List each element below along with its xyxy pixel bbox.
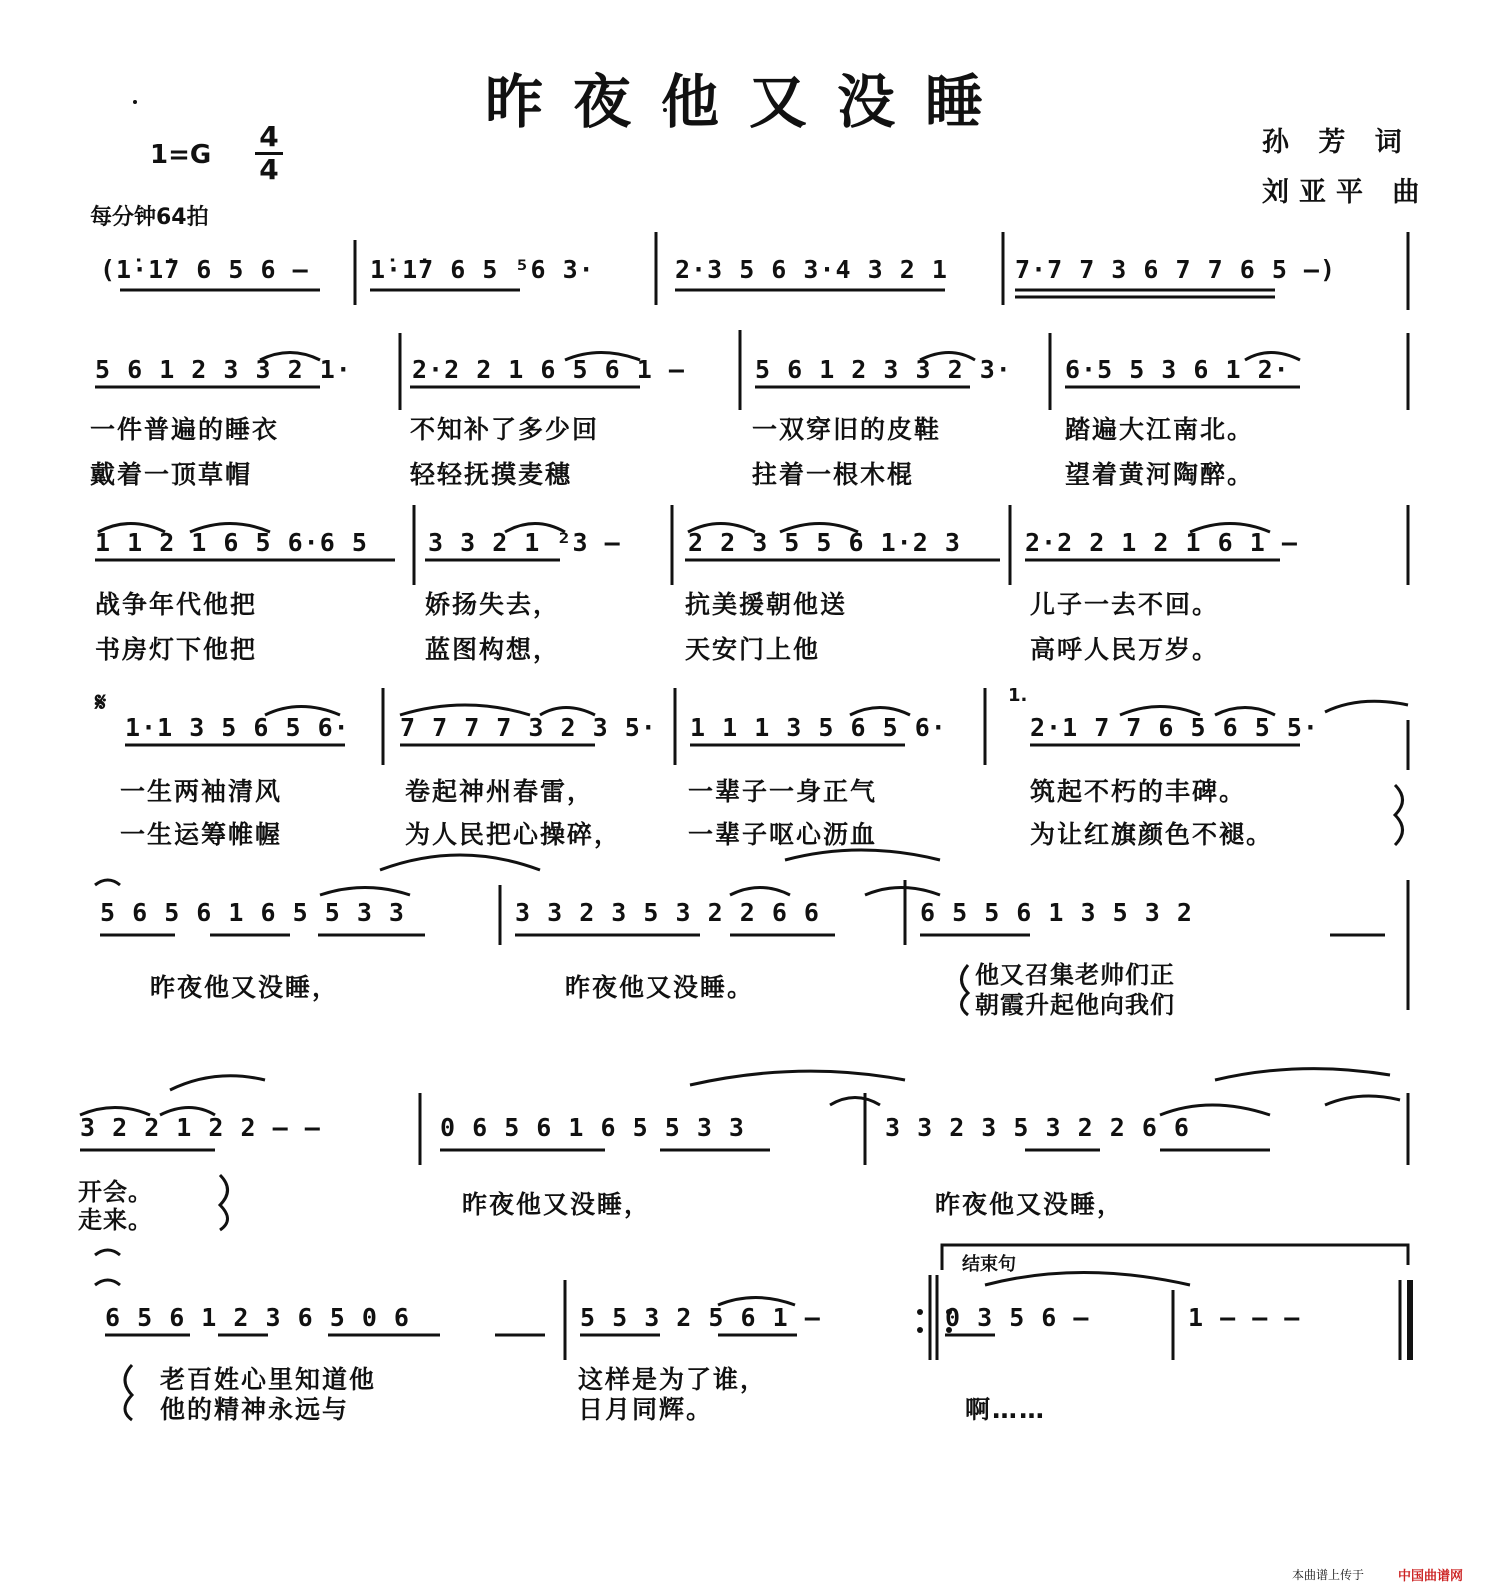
lyric-7-1a: 老百姓心里知道他: [160, 1365, 377, 1394]
lyric-3-1b: 书房灯下他把: [95, 635, 258, 664]
lyric-6-3a: 昨夜他又没睡，: [935, 1190, 1125, 1219]
measure-1-3: 2·3 5 6 3·4 3 2 1: [675, 255, 948, 284]
lyric-2-4a: 踏遍大江南北。: [1065, 415, 1255, 444]
measure-7-1: 6 5 6 1 2 3 6 5 0 6: [105, 1303, 410, 1332]
lyric-4-4a: 筑起不朽的丰碑。: [1030, 777, 1247, 806]
upload-note: 本曲谱上传于: [1292, 1568, 1365, 1582]
lyric-3-3b: 天安门上他: [685, 635, 821, 664]
measure-3-1: 1 1 2 1 6 5 6·6 5: [95, 528, 368, 557]
measure-4-3: 1 1 1 3 5 6 5 6·: [690, 713, 947, 742]
lyric-3-3a: 抗美援朝他送: [685, 590, 848, 619]
lyric-6-1b: 走来。: [78, 1206, 153, 1234]
lyric-7-2b: 日月同辉。: [578, 1395, 714, 1424]
measure-6-2: 0 6 5 6 1 6 5 5 3 3: [440, 1113, 745, 1142]
coda-label: 结束句: [962, 1254, 1016, 1275]
lyric-3-1a: 战争年代他把: [95, 590, 258, 619]
tempo-marking: 每分钟64拍: [90, 205, 209, 230]
lyric-3-2b: 蓝图构想，: [425, 635, 561, 664]
lyric-4-3b: 一辈子呕心沥血: [688, 820, 878, 849]
lyricist-credit: 孙 芳 词: [1262, 127, 1412, 158]
time-signature-top: 4: [259, 120, 279, 153]
key-signature: 1=G: [150, 140, 212, 170]
measure-3-3: 2 2 3 5 5 6 1·2 3: [688, 528, 961, 557]
measure-5-2: 3 3 2 3 5 3 2 2 6 6: [515, 898, 820, 927]
measure-6-1: 3 2 2 1 2 2 — —: [80, 1113, 321, 1142]
measure-4-4: 2·1 7 7 6 5 6 5 5·: [1030, 713, 1319, 742]
lyric-7-1b: 他的精神永远与: [160, 1395, 350, 1424]
lyric-3-2a: 娇扬失去，: [425, 590, 561, 619]
lyric-2-2b: 轻轻抚摸麦穗: [410, 460, 573, 489]
measure-7-2: 5 5 3 2 5 6 1 —: [580, 1303, 821, 1332]
measure-3-2: 3 3 2 1 ²3 —: [428, 528, 621, 557]
lyric-4-2b: 为人民把心操碎，: [405, 820, 622, 849]
measure-5-1: 5 6 5 6 1 6 5 5 3 3: [100, 898, 405, 927]
measure-1-2: 1̇·1̇7 6 5 ⁵6 3·: [370, 255, 595, 284]
volta-1-label: 1.: [1008, 685, 1028, 706]
measure-5-3: 6 5 5 6 1 3 5 3 2: [920, 898, 1193, 927]
segno-sign: 𝄋: [95, 688, 107, 718]
lyric-2-3b: 拄着一根木棍: [752, 460, 915, 489]
lyric-4-4b: 为让红旗颜色不褪。: [1030, 820, 1274, 849]
time-signature: [255, 122, 283, 185]
lyric-7-3b: 啊……: [965, 1395, 1047, 1424]
lyric-3-4b: 高呼人民万岁。: [1030, 635, 1220, 664]
lyric-5-3a: 他又召集老帅们正: [975, 961, 1175, 989]
measure-1-1: (1̇·1̇7 6 5 6 —: [100, 255, 309, 284]
song-title: 昨夜他又没睡: [485, 68, 1014, 136]
lyric-6-2a: 昨夜他又没睡，: [462, 1190, 652, 1219]
measure-2-2: 2·2 2 1 6 5 6 1 —: [412, 355, 685, 384]
lyric-5-2a: 昨夜他又没睡。: [565, 973, 755, 1002]
lyric-2-3a: 一双穿旧的皮鞋: [752, 415, 942, 444]
measure-2-3: 5 6 1 2 3 3 2 3·: [755, 355, 1012, 384]
lyric-4-2a: 卷起神州春雷，: [405, 777, 595, 806]
lyric-2-1a: 一件普遍的睡衣: [90, 415, 280, 444]
lyric-2-1b: 戴着一顶草帽: [90, 460, 253, 489]
lyric-2-2a: 不知补了多少回: [410, 415, 600, 444]
measure-7-4: 1 — — —: [1188, 1303, 1301, 1332]
lyric-5-1a: 昨夜他又没睡，: [150, 973, 340, 1002]
lyric-4-3a: 一辈子一身正气: [688, 777, 878, 806]
site-watermark-logo: 中国曲谱网: [1398, 1569, 1464, 1584]
measure-2-4: 6·5 5 3 6 1 2·: [1065, 355, 1290, 384]
measure-3-4: 2·2 2 1 2 1 6 1 —: [1025, 528, 1298, 557]
lyric-6-1a: 开会。: [78, 1178, 153, 1206]
lyric-5-3b: 朝霞升起他向我们: [975, 991, 1175, 1019]
measure-4-2: 7 7 7 7 3 2 3 5·: [400, 713, 657, 742]
lyric-7-2a: 这样是为了谁，: [578, 1365, 768, 1394]
lyric-4-1b: 一生运筹帷幄: [120, 820, 283, 849]
measure-6-3: 3 3 2 3 5 3 2 2 6 6: [885, 1113, 1190, 1142]
lyric-3-4a: 儿子一去不回。: [1030, 590, 1220, 619]
measure-2-1: 5 6 1 2 3 3 2 1·: [95, 355, 352, 384]
composer-credit: 刘亚平 曲: [1262, 177, 1430, 208]
measure-7-3: 0 3 5 6 —: [945, 1303, 1090, 1332]
time-signature-bottom: 4: [259, 153, 279, 186]
lyric-4-1a: 一生两袖清风: [120, 777, 283, 806]
lyric-2-4b: 望着黄河陶醉。: [1065, 460, 1255, 489]
measure-4-1: 1·1 3 5 6 5 6·: [125, 713, 350, 742]
measure-1-4: 7·7 7 3 6 7 7 6 5 —): [1015, 255, 1337, 284]
